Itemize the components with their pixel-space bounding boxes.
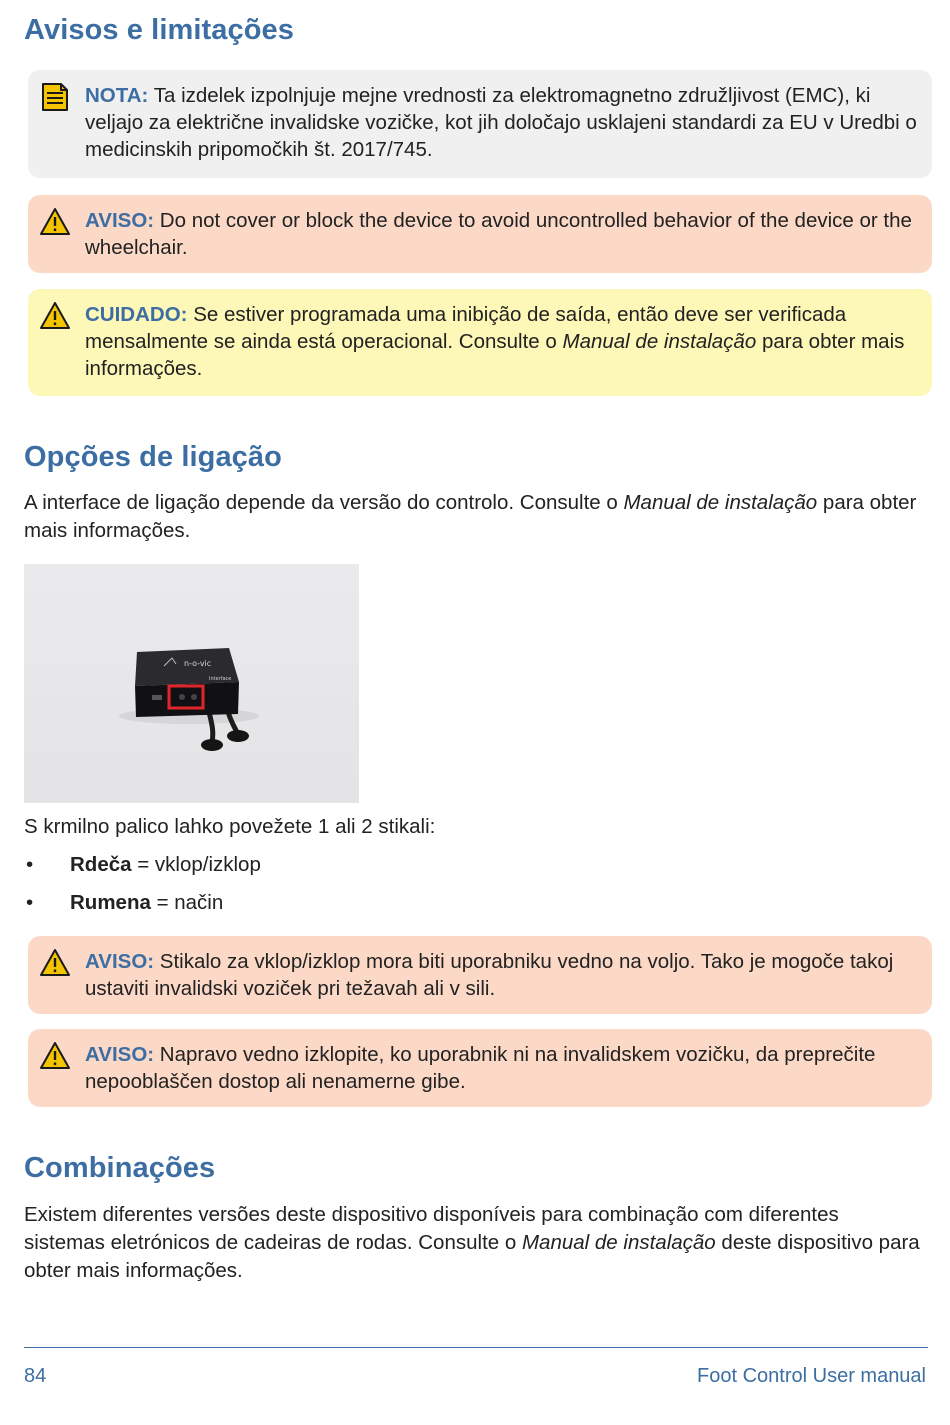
warning-triangle-icon	[39, 948, 71, 978]
section-title-combinations: Combinações	[24, 1152, 216, 1184]
interface-box-image	[24, 564, 359, 803]
combinations-text-before: Existem diferentes versões deste dispositivo disponíveis para combinação com diferentes sistemas eletrónicos de cadeiras de rodas. Consulte o	[24, 1203, 839, 1254]
note-text: Ta izdelek izpolnjuje mejne vrednosti za elektromagnetno združljivost (EMC), ki veljajo za električne invalidske vozičke, kot jih določajo usklajeni standardi za EU v Uredbi o medicinskih pripomočkih št. 2017/745.	[85, 84, 917, 161]
section-title-warnings: Avisos e limitações	[24, 14, 295, 46]
warning-box-switch	[28, 936, 932, 1014]
bullet-dot: •	[26, 853, 34, 876]
warning-label: AVISO:	[85, 1043, 155, 1066]
section-title-connection: Opções de ligação	[24, 441, 282, 473]
warning-label: AVISO:	[85, 209, 155, 232]
warning-triangle-icon	[39, 207, 71, 237]
combinations-text-after: deste dispositivo para obter mais informações.	[24, 1231, 920, 1282]
list-item	[24, 888, 261, 926]
note-label: NOTA:	[85, 84, 149, 107]
note-document-icon	[39, 82, 71, 112]
list-item	[24, 850, 261, 888]
switch-name: Rumena	[70, 891, 151, 914]
combinations-text	[24, 1201, 924, 1285]
caution-box	[28, 289, 932, 396]
warning-text: Napravo vedno izklopite, ko uporabnik ni na invalidskem vozičku, da preprečite nepooblaščen dostop ali nenamerne gibe.	[85, 1043, 876, 1093]
note-box	[28, 70, 932, 178]
connection-intro-after: para obter mais informações.	[24, 491, 917, 542]
combinations-manual-ref: Manual de instalação	[521, 1231, 716, 1254]
connection-intro	[24, 489, 924, 545]
device-brand-text: n-o-vic	[184, 659, 212, 668]
switch-name: Rdeča	[70, 853, 132, 876]
warning-triangle-icon	[39, 301, 71, 331]
warning-text: Do not cover or block the device to avoid uncontrolled behavior of the device or the wheelchair.	[85, 209, 912, 259]
switch-desc: = način	[150, 891, 224, 914]
manual-title: Foot Control User manual	[697, 1365, 926, 1387]
caution-text-before: Se estiver programada uma inibição de saída, então deve ser verificada mensalmente se ainda está operacional. Consulte o	[85, 303, 847, 353]
warning-triangle-icon	[39, 1041, 71, 1071]
caution-text-after: para obter mais informações.	[85, 330, 905, 380]
footer-divider	[24, 1347, 928, 1348]
bullet-dot: •	[26, 891, 34, 914]
switch-desc: = vklop/izklop	[131, 853, 261, 876]
caution-label: CUIDADO:	[85, 303, 188, 326]
warning-text: Stikalo za vklop/izklop mora biti uporabniku vedno na voljo. Tako je mogoče takoj ustaviti invalidski voziček pri težavah ali v sili.	[85, 950, 894, 1000]
warning-label: AVISO:	[85, 950, 155, 973]
device-port-label: Interface	[209, 676, 232, 682]
device-photo	[24, 564, 359, 803]
warning-box-switch-off	[28, 1029, 932, 1107]
warning-box-cover	[28, 195, 932, 273]
connection-manual-ref: Manual de instalação	[623, 491, 818, 514]
switch-list	[24, 850, 261, 926]
connection-intro-text: A interface de ligação depende da versão do controlo. Consulte o	[24, 491, 624, 514]
caution-manual-ref: Manual de instalação	[562, 330, 757, 353]
switches-intro: S krmilno palico lahko povežete 1 ali 2 stikali:	[24, 815, 436, 838]
page-number: 84	[24, 1365, 47, 1387]
